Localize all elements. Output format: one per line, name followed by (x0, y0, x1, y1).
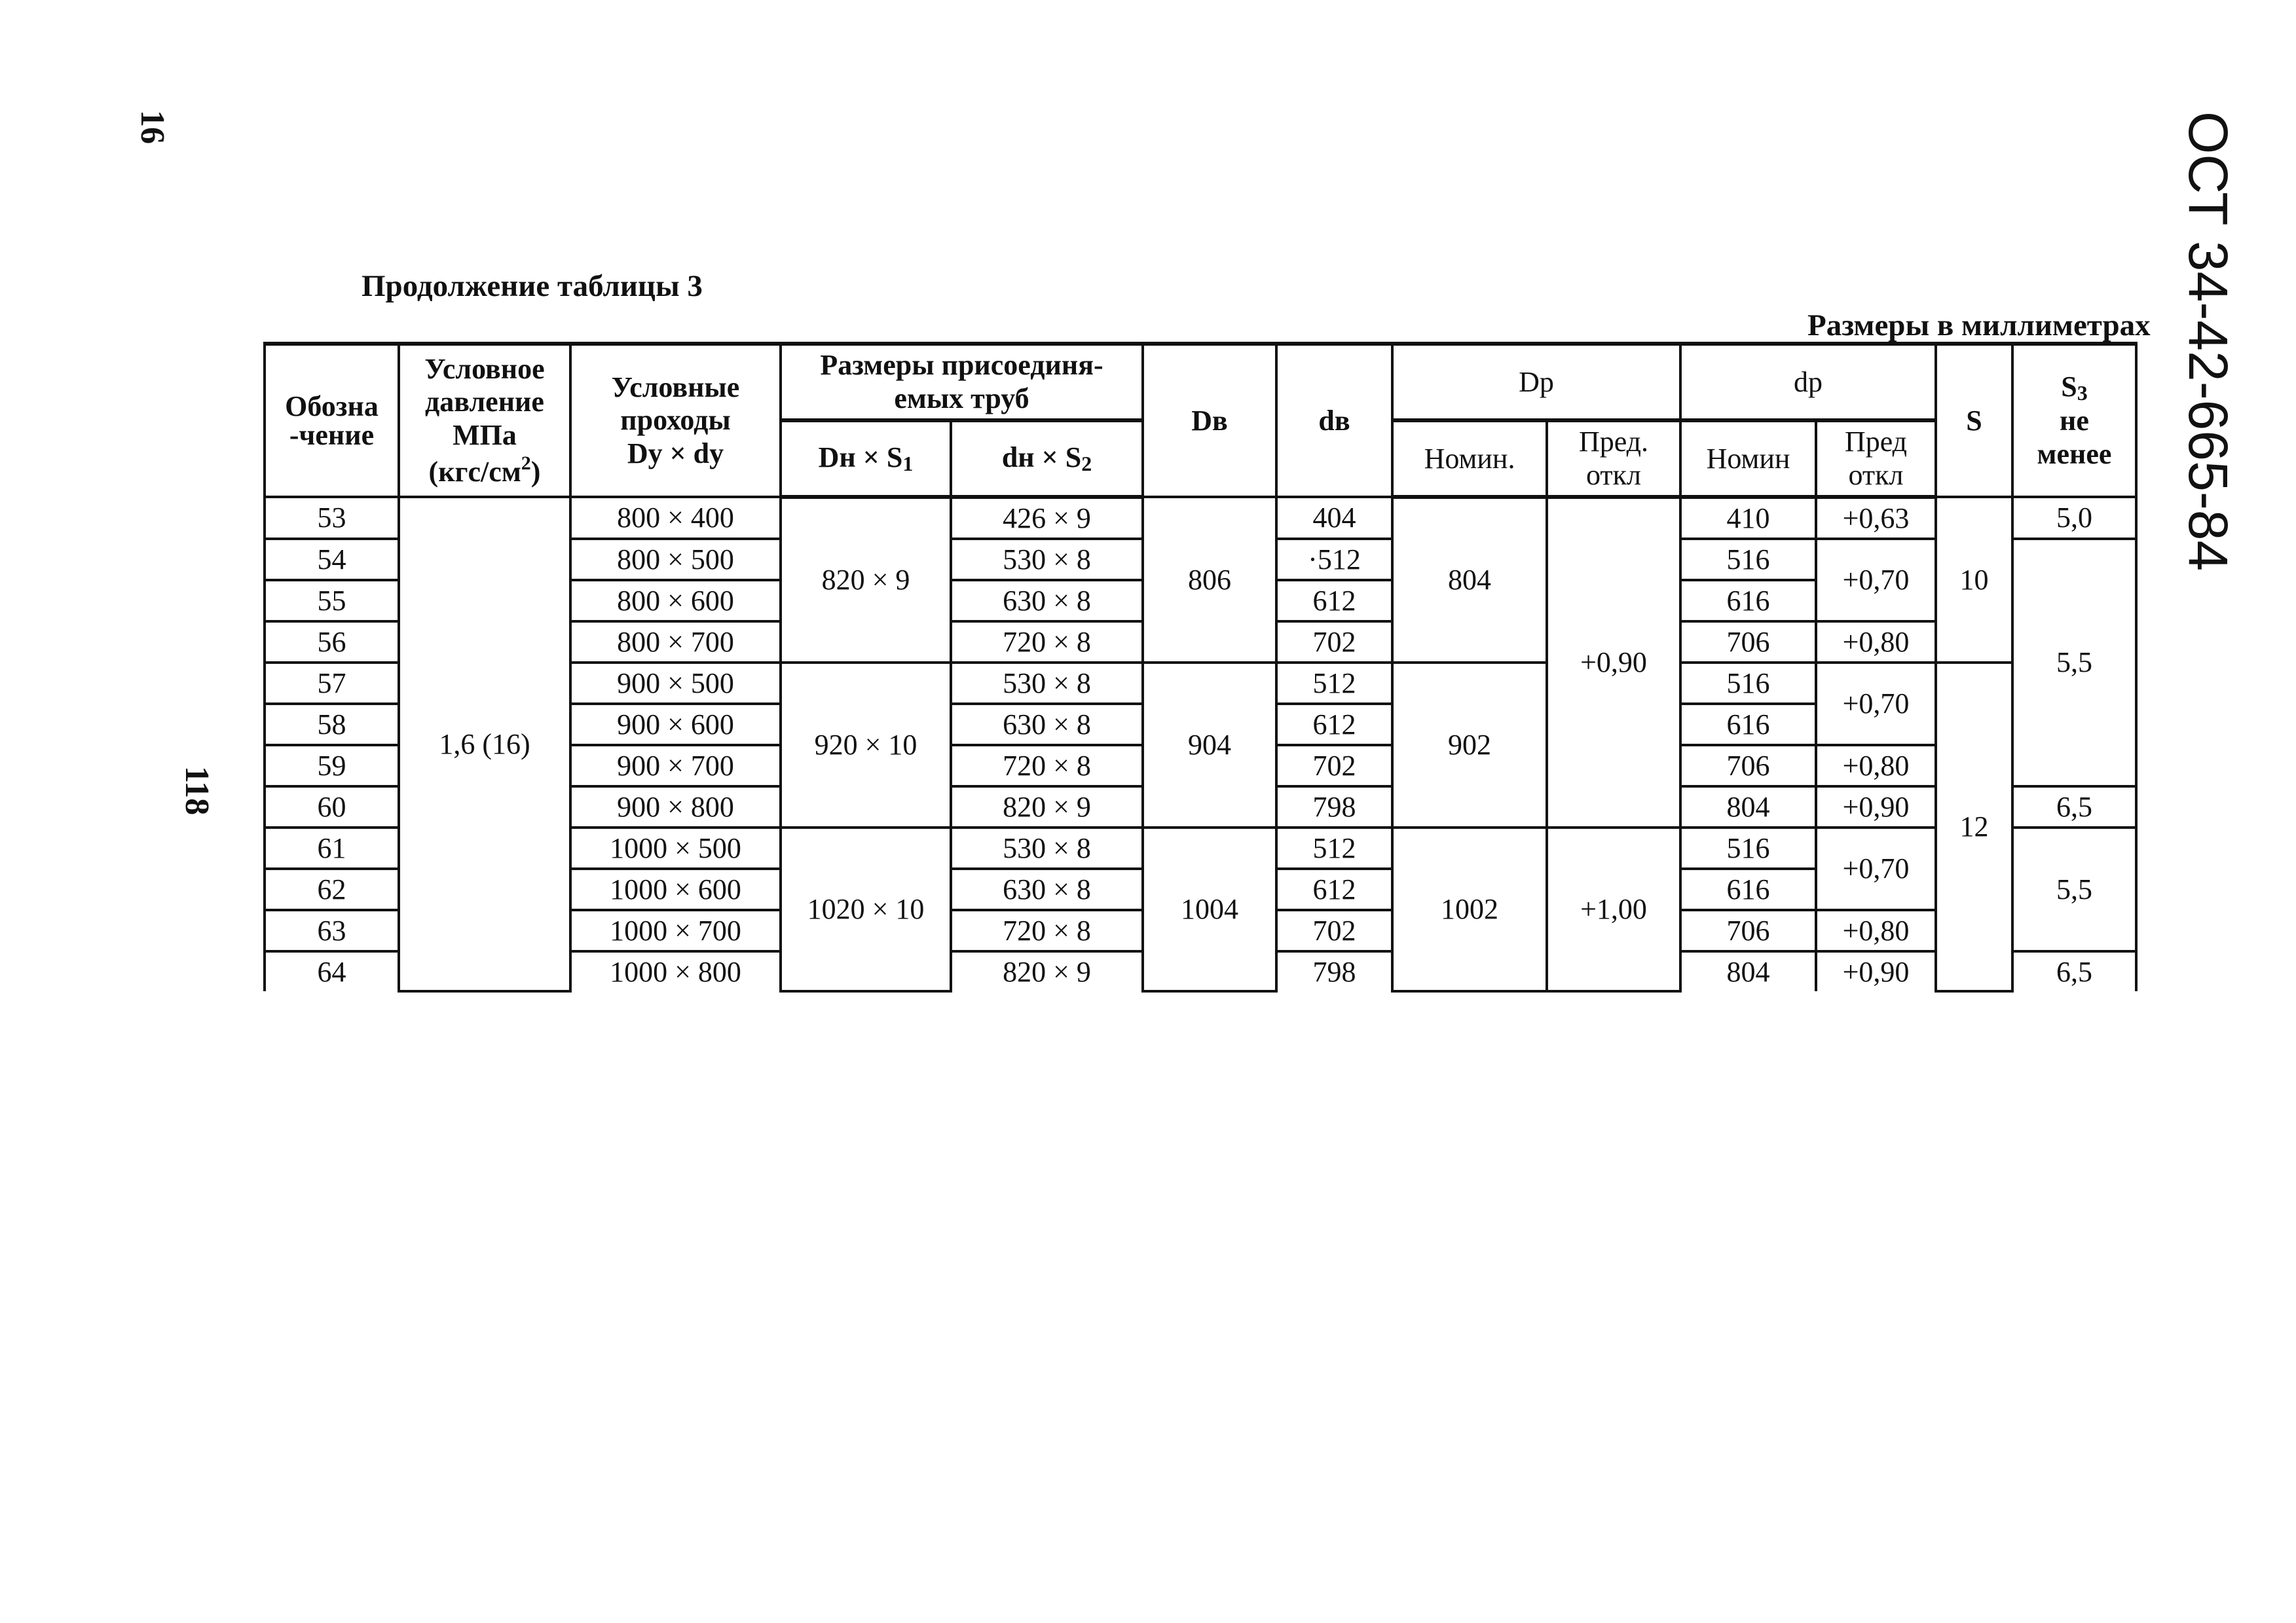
cell-dh-s2: 630 × 8 (951, 580, 1143, 621)
cell-id: 61 (265, 828, 399, 869)
cell-dv-lower: 512 (1276, 663, 1392, 704)
cell-id: 54 (265, 539, 399, 580)
cell-dv-lower: ·512 (1276, 539, 1392, 580)
cell-dv-lower: 404 (1276, 497, 1392, 539)
cell-dp-lower-tol: +0,63 (1816, 497, 1936, 539)
cell-dp-lower: 616 (1680, 704, 1816, 745)
cell-id: 57 (265, 663, 399, 704)
cell-dn-s1: 1020 × 10 (781, 828, 951, 991)
cell-id: 63 (265, 910, 399, 951)
page-number-top: 16 (134, 110, 171, 144)
cell-dp-lower: 706 (1680, 621, 1816, 663)
cell-s: 10 (1936, 497, 2012, 663)
header-dp-lower: dp (1680, 344, 1936, 420)
cell-dv-lower: 612 (1276, 869, 1392, 910)
cell-dv-upper: 1004 (1143, 828, 1276, 991)
cell-dp-lower-tol: +0,70 (1816, 663, 1936, 745)
cell-dp-lower: 516 (1680, 828, 1816, 869)
cell-dv-lower: 702 (1276, 910, 1392, 951)
cell-id: 53 (265, 497, 399, 539)
cell-dh-s2: 426 × 9 (951, 497, 1143, 539)
cell-dp-lower: 410 (1680, 497, 1816, 539)
cell-dy: 1000 × 700 (570, 910, 781, 951)
cell-dy: 800 × 700 (570, 621, 781, 663)
cell-dp-lower: 804 (1680, 786, 1816, 828)
cell-dv-lower: 612 (1276, 580, 1392, 621)
header-dn-s1: Dн × S1 (781, 420, 951, 497)
header-pipe-sizes: Размеры присоединя- емых труб (781, 344, 1143, 420)
cell-dy: 800 × 600 (570, 580, 781, 621)
header-dh-s2: dн × S2 (951, 420, 1143, 497)
cell-dv-lower: 702 (1276, 621, 1392, 663)
cell-dp-lower-tol: +0,80 (1816, 621, 1936, 663)
cell-s3: 6,5 (2012, 786, 2136, 828)
cell-dp-lower: 616 (1680, 869, 1816, 910)
table-caption: Продолжение таблицы 3 (361, 269, 703, 303)
cell-dp-lower: 616 (1680, 580, 1816, 621)
cell-id: 56 (265, 621, 399, 663)
cell-dv-lower: 798 (1276, 786, 1392, 828)
cell-dn-s1: 820 × 9 (781, 497, 951, 663)
header-s: S (1936, 344, 2012, 497)
cell-dp-nominal: 902 (1392, 663, 1547, 828)
header-dp-nominal: Номин. (1392, 420, 1547, 497)
cell-dh-s2: 720 × 8 (951, 910, 1143, 951)
cell-pressure: 1,6 (16) (399, 497, 570, 991)
cell-dv-upper: 904 (1143, 663, 1276, 828)
cell-dy: 800 × 500 (570, 539, 781, 580)
cell-dp-lower-tol: +0,90 (1816, 951, 1936, 991)
cell-dh-s2: 720 × 8 (951, 621, 1143, 663)
header-designation: Обозна -чение (265, 344, 399, 497)
header-dv-upper: Dв (1143, 344, 1276, 497)
cell-dp-lower-tol: +0,80 (1816, 745, 1936, 786)
cell-id: 64 (265, 951, 399, 991)
page-number-middle: 118 (178, 766, 215, 816)
header-dp-upper: Dp (1392, 344, 1680, 420)
document-code: ОСТ 34-42-665-84 (2177, 111, 2239, 572)
cell-dp-lower: 706 (1680, 910, 1816, 951)
cell-id: 60 (265, 786, 399, 828)
cell-id: 55 (265, 580, 399, 621)
cell-dv-upper: 806 (1143, 497, 1276, 663)
cell-dp-lower: 706 (1680, 745, 1816, 786)
cell-dv-lower: 702 (1276, 745, 1392, 786)
cell-dn-s1: 920 × 10 (781, 663, 951, 828)
cell-dy: 800 × 400 (570, 497, 781, 539)
cell-s3: 5,0 (2012, 497, 2136, 539)
header-pressure: Условное давление МПа $(кгс/см^2)$ (399, 344, 570, 497)
cell-dp-lower-tol: +0,70 (1816, 539, 1936, 621)
cell-dp-tolerance: +0,90 (1547, 497, 1680, 828)
cell-dp-lower-tol: +0,80 (1816, 910, 1936, 951)
cell-dp-tolerance: +1,00 (1547, 828, 1680, 991)
cell-dy: 900 × 500 (570, 663, 781, 704)
cell-dy: 1000 × 800 (570, 951, 781, 991)
cell-dy: 1000 × 500 (570, 828, 781, 869)
header-dp-lower-nominal: Номин (1680, 420, 1816, 497)
header-passes: Условные проходы Dy × dy (570, 344, 781, 497)
cell-dh-s2: 530 × 8 (951, 539, 1143, 580)
cell-dh-s2: 630 × 8 (951, 869, 1143, 910)
table-row (265, 497, 2136, 539)
cell-dh-s2: 820 × 9 (951, 951, 1143, 991)
cell-id: 58 (265, 704, 399, 745)
cell-dp-lower: 516 (1680, 663, 1816, 704)
cell-dv-lower: 512 (1276, 828, 1392, 869)
cell-dh-s2: 630 × 8 (951, 704, 1143, 745)
cell-dp-lower: 804 (1680, 951, 1816, 991)
cell-dh-s2: 720 × 8 (951, 745, 1143, 786)
cell-id: 62 (265, 869, 399, 910)
header-s3: S3 не менее (2012, 344, 2136, 497)
cell-dv-lower: 798 (1276, 951, 1392, 991)
header-dp-lower-tolerance: Пред откл (1816, 420, 1936, 497)
units-note: Размеры в миллиметрах (1807, 308, 2151, 342)
cell-dy: 900 × 600 (570, 704, 781, 745)
cell-dy: 900 × 800 (570, 786, 781, 828)
cell-dp-nominal: 1002 (1392, 828, 1547, 991)
spec-table (263, 342, 2138, 993)
cell-dy: 1000 × 600 (570, 869, 781, 910)
cell-dp-lower-tol: +0,90 (1816, 786, 1936, 828)
cell-dv-lower: 612 (1276, 704, 1392, 745)
cell-dy: 900 × 700 (570, 745, 781, 786)
cell-s3: 5,5 (2012, 539, 2136, 786)
cell-dh-s2: 820 × 9 (951, 786, 1143, 828)
cell-dp-lower: 516 (1680, 539, 1816, 580)
cell-s3: 6,5 (2012, 951, 2136, 991)
cell-s: 12 (1936, 663, 2012, 991)
cell-id: 59 (265, 745, 399, 786)
cell-s3: 5,5 (2012, 828, 2136, 951)
cell-dp-nominal: 804 (1392, 497, 1547, 663)
cell-dp-lower-tol: +0,70 (1816, 828, 1936, 910)
cell-dh-s2: 530 × 8 (951, 663, 1143, 704)
cell-dh-s2: 530 × 8 (951, 828, 1143, 869)
header-dv-lower: dв (1276, 344, 1392, 497)
header-dp-tolerance: Пред. откл (1547, 420, 1680, 497)
